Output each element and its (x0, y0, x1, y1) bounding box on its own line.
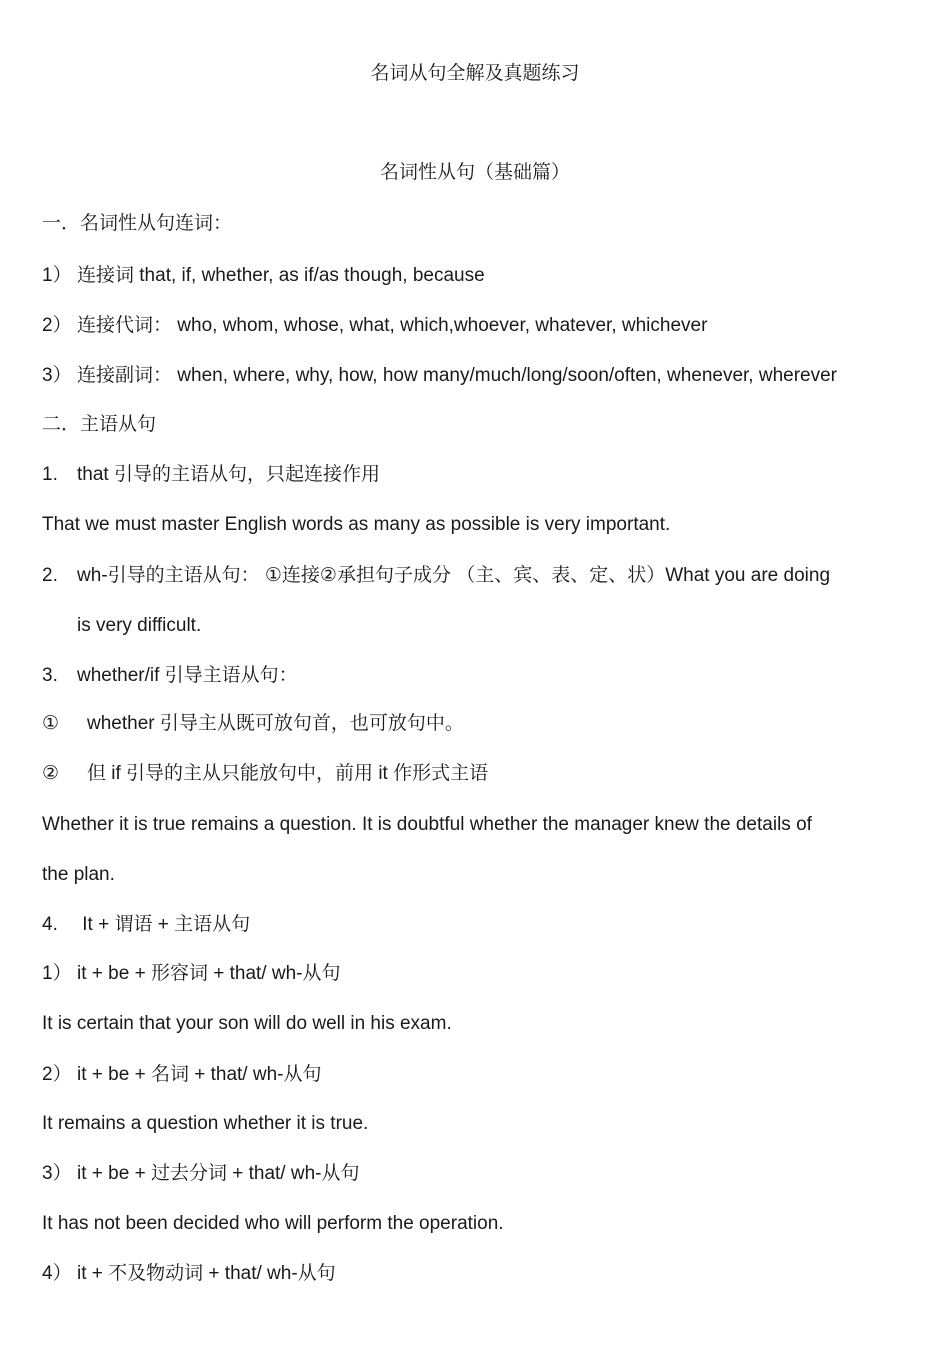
item-text: 连接代词： who, whom, whose, what, which,whoever, whatever, whichever (77, 315, 708, 336)
doc-title: 名词从句全解及真题练习 (370, 63, 580, 84)
pattern-3 (42, 1162, 359, 1186)
point-number: 4. (42, 914, 58, 935)
pattern-number: 3） (42, 1163, 72, 1184)
pattern-number: 2） (42, 1064, 72, 1085)
point-3-note-1 (42, 712, 464, 736)
pattern-4 (42, 1262, 336, 1286)
item-number: 1） (42, 265, 72, 286)
item-number: 3） (42, 365, 72, 386)
subject-clause-point-4 (42, 913, 250, 937)
item-number: 2） (42, 315, 72, 336)
point-text: whether/if 引导主语从句： (77, 665, 298, 686)
point-2-continuation: is very difficult. (77, 615, 202, 636)
pattern-text: it + be + 形容词 + that/ wh-从句 (77, 963, 341, 984)
point-text: wh-引导的主语从句： ①连接②承担句子成分 （主、宾、表、定、状）What you are doing (77, 565, 831, 586)
subject-clause-point-1 (42, 463, 380, 487)
part1-heading: 一．名词性从句连词： (42, 213, 233, 234)
pattern-number: 4） (42, 1263, 72, 1284)
pattern-number: 1） (42, 963, 72, 984)
pattern-text: it + be + 过去分词 + that/ wh-从句 (77, 1163, 360, 1184)
subject-clause-point-3 (42, 664, 298, 688)
pattern-1 (42, 962, 340, 986)
example-sentence: It remains a question whether it is true. (42, 1113, 369, 1134)
circled-number: ② (42, 763, 60, 784)
part2-heading: 二．主语从句 (42, 414, 157, 435)
item-text: 连接副词： when, where, why, how, how many/much/long/soon/often, whenever, wherever (77, 365, 838, 386)
point-number: 1. (42, 464, 58, 485)
conjunction-item-1 (42, 264, 485, 288)
point-3-note-2 (42, 762, 488, 786)
example-sentence: It has not been decided who will perform the operation. (42, 1213, 504, 1234)
point-number: 2. (42, 565, 58, 586)
subject-clause-point-2 (42, 564, 830, 588)
example-sentence: That we must master English words as many as possible is very important. (42, 514, 671, 535)
example-continuation: the plan. (42, 864, 115, 885)
pattern-text: it + 不及物动词 + that/ wh-从句 (77, 1263, 336, 1284)
note-text: whether 引导主从既可放句首，也可放句中。 (87, 713, 464, 734)
circled-number: ① (42, 713, 60, 734)
point-text: that 引导的主语从句，只起连接作用 (77, 464, 380, 485)
pattern-text: it + be + 名词 + that/ wh-从句 (77, 1064, 322, 1085)
point-number: 3. (42, 665, 58, 686)
pattern-2 (42, 1063, 321, 1087)
item-text: 连接词 that, if, whether, as if/as though, because (77, 265, 485, 286)
note-text: 但 if 引导的主从只能放句中，前用 it 作形式主语 (87, 763, 489, 784)
section-title: 名词性从句（基础篇） (379, 162, 570, 183)
point-text: It + 谓语 + 主语从句 (77, 914, 251, 935)
example-sentence: It is certain that your son will do well in his exam. (42, 1013, 452, 1034)
conjunction-item-3 (42, 364, 837, 388)
conjunction-item-2 (42, 314, 707, 338)
example-sentence: Whether it is true remains a question. It is doubtful whether the manager knew the details of (42, 814, 812, 835)
